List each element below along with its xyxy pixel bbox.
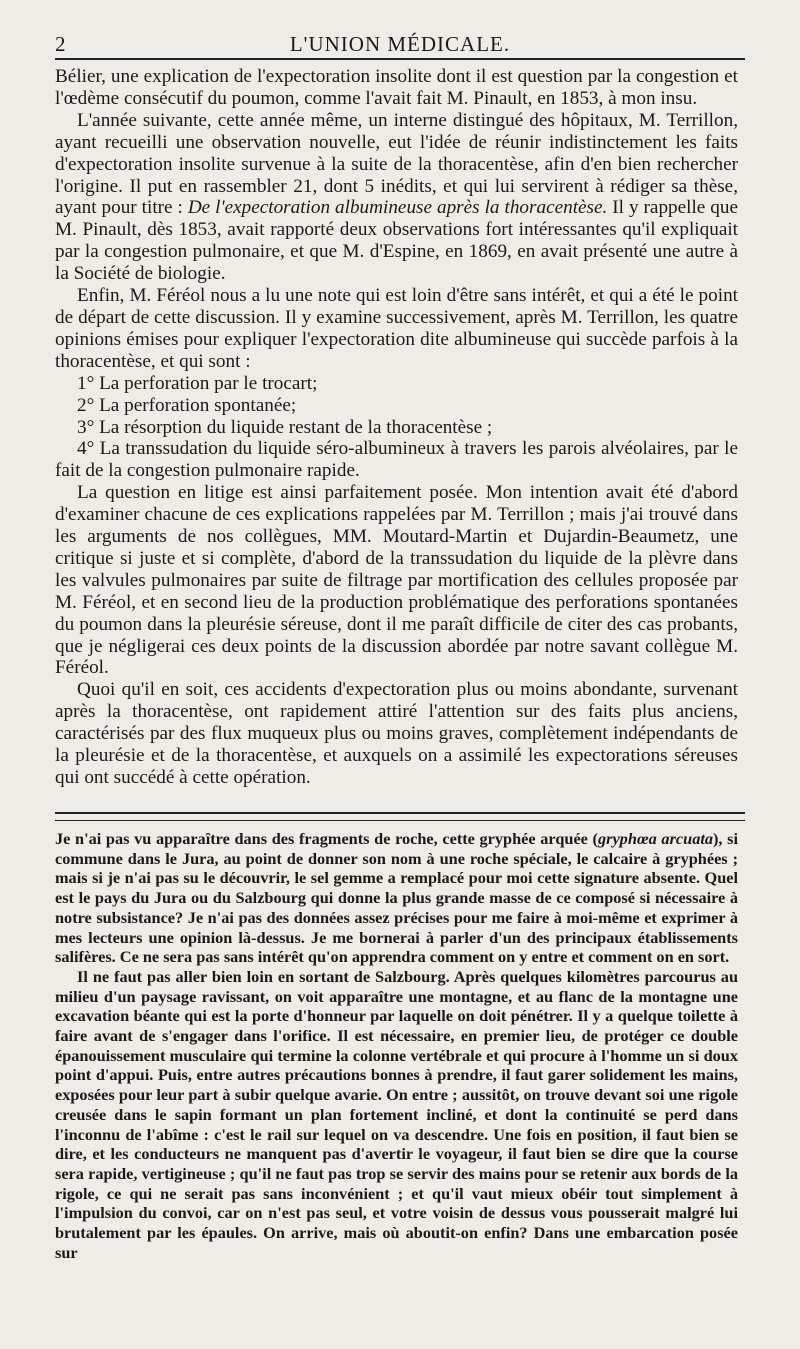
paragraph-3: Enfin, M. Féréol nous a lu une note qui est loin d'être sans intérêt, et qui a été le point de départ de cette discussion. Il y examine successivement, après M. Terrillon, les quatre opinions émises pour expliquer l'expectoration dite albumineuse qui succède parfois à la thoracentèse, et qui sont : xyxy=(55,285,738,372)
list-item-1: 1° La perforation par le trocart; xyxy=(77,372,318,394)
thesis-title: De l'expectoration albumineuse après la thoracentèse. xyxy=(187,197,608,219)
running-title: L'UNION MÉDICALE. xyxy=(289,32,511,56)
page-number: 2 xyxy=(55,32,66,56)
paragraph-4: La question en litige est ainsi parfaitement posée. Mon intention avait été d'abord d'examiner chacune de ces explications rappelées par M. Terrillon ; mais j'ai trouvé dans les arguments de nos collègues, MM. Moutard-Martin et Dujardin-Beaumetz, une critique si juste et si complète, d'abord de la transsudation du liquide de la plèvre dans les valvules pulmonaires par suite de filtrage par mortification des cellules proposée par M. Féréol, et en second lieu de la production problématique des perforations spontanées du poumon dans la pleurésie séreuse, dont il me paraît difficile de citer des cas probants, que je négligerai ces deux points de la discussion abordée par notre savant collègue M. Féréol. xyxy=(55,482,738,679)
list-item-4: 4° La transsudation du liquide séro-albumineux à travers les parois alvéolaires, par le fait de la congestion pulmonaire rapide. xyxy=(55,438,738,482)
paragraph-2-text-a: L'année suivante, cette année même, un interne distingué des hôpitaux, M. Terrillon, ayant recueilli une observation nouvelle, eut l'idée de réunir indistinctement les faits d'expectoration insolite survenue à la suite de la thoracentèse, afin d'en bien rechercher l'origine. Il put en rassembler 21, dont 5 inédits, et qui lui servirent à rédiger sa thèse, ayant pour titre : xyxy=(55,109,738,219)
paragraph-5: Quoi qu'il en soit, ces accidents d'expectoration plus ou moins abondante, survenant après la thoracentèse, ont rapidement attiré l'attention sur des faits plus anciens, caractérisés par des flux muqueux plus ou moins graves, complètement indépendants de la pleurésie et de la thoracentèse, et auxquels on a assimilé les expectorations séreuses qui ont succédé à cette opération. xyxy=(55,679,738,788)
feuilleton-paragraph-1 xyxy=(55,829,738,967)
feuilleton-separator xyxy=(55,812,745,821)
main-article xyxy=(55,66,738,789)
feuilleton-p1-text-b: ), si commune dans le Jura, au point de donner son nom à une roche spéciale, le calcaire à gryphées ; mais si je n'ai pas su le découvrir, le sel gemme a remplacé pour moi cette signature absente. Quel est le pays du Jura ou du Salzbourg qui donne la plus grande masse de ce composé si nécessaire à notre subsistance? Je n'ai pas des données assez précises pour me faire à moi-même et exprimer à mes lecteurs une opinion là-dessus. Je me bornerai à parler d'un des principaux établissements salifères. Ce ne sera pas sans intérêt qu'on apprendra comment on y entre et comment on en sort. xyxy=(55,829,739,967)
feuilleton-column xyxy=(55,829,738,1262)
species-name: gryphœa arcuata xyxy=(597,829,713,848)
page-header xyxy=(55,26,745,58)
list-item-3: 3° La résorption du liquide restant de la thoracentèse ; xyxy=(77,416,493,438)
feuilleton-p1-text-a: Je n'ai pas vu apparaître dans des fragments de roche, cette gryphée arquée ( xyxy=(55,829,598,848)
paragraph-2-text-b: Il y rappelle que M. Pinault, dès 1853, avait rapporté deux observations fort intéressantes qu'il expliquait par la congestion pulmonaire, et que M. d'Espine, en 1869, en avait présenté une autre à la Société de biologie. xyxy=(55,197,738,285)
paragraph-2 xyxy=(55,110,738,285)
list-item-2: 2° La perforation spontanée; xyxy=(77,394,297,416)
paragraph-1: Bélier, une explication de l'expectoration insolite dont il est question par la congestion et l'œdème consécutif du poumon, comme l'avait fait M. Pinault, en 1853, à mon insu. xyxy=(55,66,738,109)
header-rule xyxy=(55,58,745,60)
feuilleton-paragraph-2: Il ne faut pas aller bien loin en sortant de Salzbourg. Après quelques kilomètres parcourus au milieu d'un paysage ravissant, on voit apparaître une montagne, et au flanc de la montagne une excavation béante qui est la porte d'honneur par laquelle on doit pénétrer. Il y a quelque toilette à faire avant de s'engager dans l'orifice. Il est nécessaire, en premier lieu, de protéger ce double épanouissement musculaire qui termine la colonne vertébrale et qui procure à l'homme un si doux point d'appui. Puis, entre autres précautions bonnes à prendre, il faut garer solidement les mains, exposées pour leur part à subir quelque avarie. On entre ; aussitôt, on trouve devant soi une rigole creusée dans le sapin formant un plan fortement incliné, et dont la continuité se perd dans l'inconnu de l'abîme : c'est le rail sur lequel on va descendre. Une fois en position, il faut bien se dire, et les conducteurs ne manquent pas d'avertir le voyageur, il faut bien se dire que la course sera rapide, vertigineuse ; qu'il ne faut pas trop se servir des mains pour se retenir aux bords de la rigole, ce qui ne serait pas sans inconvénient ; et qu'il vaut mieux obéir tout simplement à l'impulsion du convoi, car on n'est pas seul, et votre voisin de dessus vous pousserait malgré lui brutalement par les épaules. On arrive, mais où aboutit-on enfin? Dans une embarcation posée sur xyxy=(55,966,738,1262)
